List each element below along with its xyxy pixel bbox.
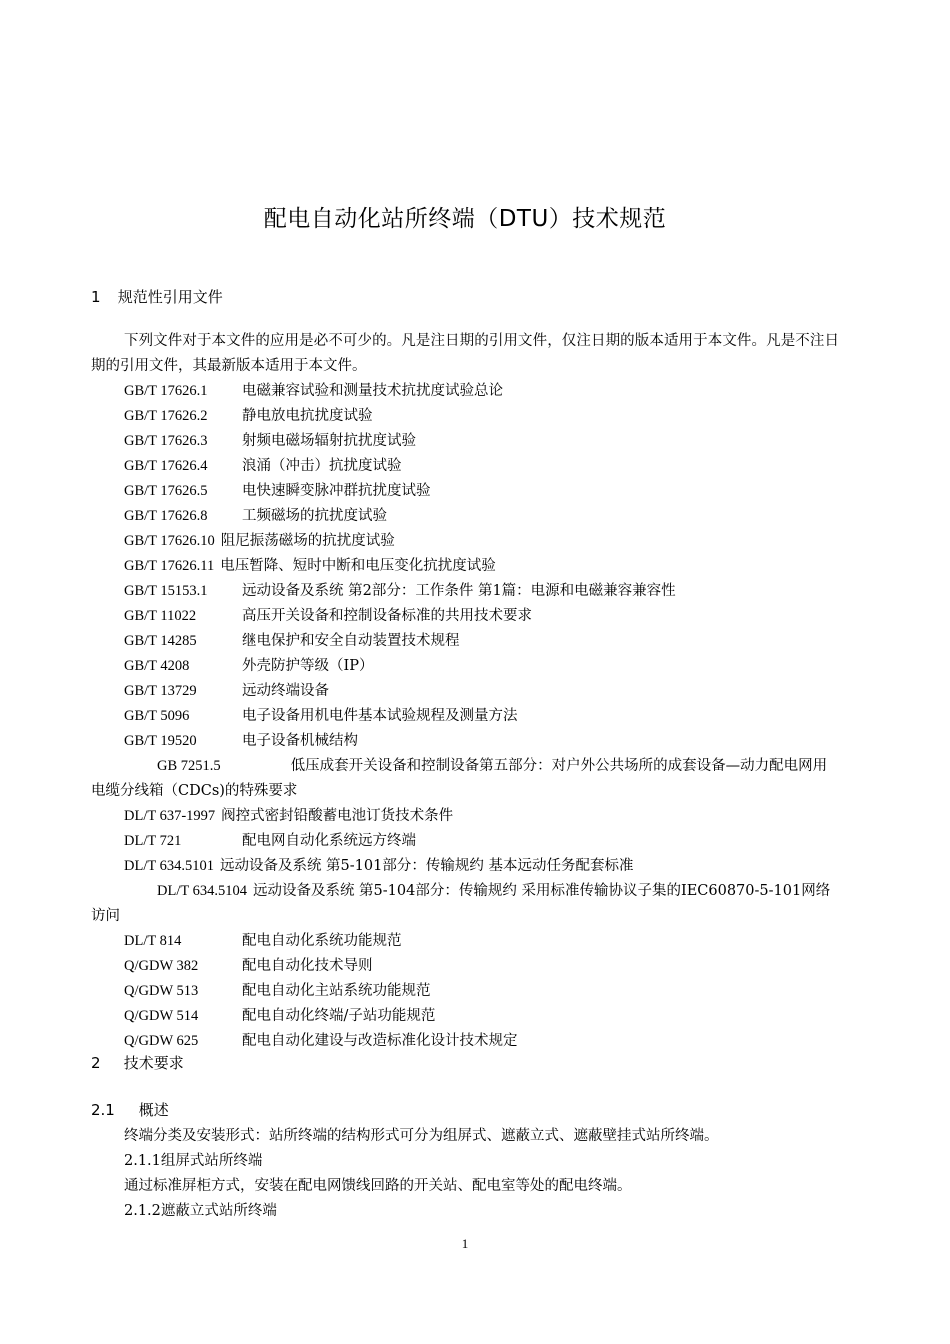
reference-title: 阀控式密封铅酸蓄电池订货技术条件 <box>221 808 454 824</box>
reference-title: 高压开关设备和控制设备标准的共用技术要求 <box>242 608 532 624</box>
reference-title: 工频磁场的抗扰度试验 <box>242 508 387 524</box>
reference-item <box>91 754 839 804</box>
reference-item <box>91 829 851 854</box>
reference-item <box>91 429 851 454</box>
reference-title: 电压暂降、短时中断和电压变化抗扰度试验 <box>220 558 496 574</box>
reference-item <box>91 379 851 404</box>
reference-item <box>91 1004 851 1029</box>
reference-item <box>91 404 851 429</box>
reference-code: GB/T 17626.4 <box>124 458 208 474</box>
reference-item <box>91 654 851 679</box>
section-2-1-number: 2.1 <box>91 1101 115 1119</box>
reference-item <box>91 854 851 879</box>
section-1-number: 1 <box>91 288 101 306</box>
reference-item <box>91 954 851 979</box>
reference-item <box>91 454 851 479</box>
section-2-title: 技术要求 <box>123 1054 184 1072</box>
reference-code: DL/T 637-1997 <box>124 808 216 824</box>
reference-title: 外壳防护等级（IP） <box>242 658 374 674</box>
reference-title: 浪涌（冲击）抗扰度试验 <box>242 458 402 474</box>
reference-title: 电快速瞬变脉冲群抗扰度试验 <box>242 483 431 499</box>
reference-title: 配电自动化主站系统功能规范 <box>242 983 431 999</box>
section-1-heading <box>91 286 223 307</box>
reference-item <box>91 579 851 604</box>
reference-title: 配电自动化终端/子站功能规范 <box>242 1008 436 1024</box>
reference-code: GB/T 17626.10 <box>124 533 215 549</box>
section-2-1-1-heading: 2.1.1组屏式站所终端 <box>124 1153 263 1169</box>
reference-code: DL/T 634.5104 <box>157 883 247 899</box>
reference-title: 射频电磁场辐射抗扰度试验 <box>242 433 416 449</box>
page-number: 1 <box>461 1236 469 1251</box>
reference-item <box>91 504 851 529</box>
reference-title: 阻尼振荡磁场的抗扰度试验 <box>220 533 395 549</box>
reference-code: GB/T 5096 <box>124 708 190 724</box>
reference-code: GB/T 17626.5 <box>124 483 208 499</box>
reference-item <box>91 679 851 704</box>
reference-item <box>91 529 851 554</box>
reference-code: GB 7251.5 <box>157 758 221 774</box>
section-2-number: 2 <box>91 1054 101 1072</box>
section-2-heading <box>91 1052 184 1073</box>
reference-list <box>91 379 851 1054</box>
reference-code: GB/T 17626.8 <box>124 508 208 524</box>
reference-title: 远动设备及系统 第5-104部分：传输规约 采用标准传输协议子集的IEC60870-5-101网络访问 <box>91 883 831 924</box>
reference-item <box>91 929 851 954</box>
reference-code: Q/GDW 513 <box>124 983 199 999</box>
reference-title: 配电自动化建设与改造标准化设计技术规定 <box>242 1033 518 1049</box>
section-1-intro: 下列文件对于本文件的应用是必不可少的。凡是注日期的引用文件，仅注日期的版本适用于本文件。凡是不注日期的引用文件，其最新版本适用于本文件。 <box>91 333 839 374</box>
reference-item <box>91 1029 851 1054</box>
reference-item <box>91 804 851 829</box>
section-2-1-1-text: 通过标准屏柜方式，安装在配电网馈线回路的开关站、配电室等处的配电终端。 <box>124 1178 632 1194</box>
reference-title: 远动终端设备 <box>242 683 329 699</box>
reference-item <box>91 554 851 579</box>
reference-item <box>91 879 839 929</box>
reference-code: DL/T 634.5101 <box>124 858 214 874</box>
reference-code: DL/T 814 <box>124 933 182 949</box>
reference-item <box>91 604 851 629</box>
reference-code: Q/GDW 382 <box>124 958 199 974</box>
reference-item <box>91 629 851 654</box>
section-2-1-heading <box>91 1099 169 1120</box>
reference-item <box>91 704 851 729</box>
reference-code: GB/T 17626.2 <box>124 408 208 424</box>
reference-title: 继电保护和安全自动装置技术规程 <box>242 633 460 649</box>
reference-code: DL/T 721 <box>124 833 182 849</box>
reference-title: 配电自动化技术导则 <box>242 958 373 974</box>
reference-title: 电子设备机械结构 <box>242 733 358 749</box>
reference-code: Q/GDW 514 <box>124 1008 199 1024</box>
reference-code: Q/GDW 625 <box>124 1033 199 1049</box>
reference-code: GB/T 17626.3 <box>124 433 208 449</box>
section-2-1-text: 终端分类及安装形式：站所终端的结构形式可分为组屏式、遮蔽立式、遮蔽壁挂式站所终端。 <box>124 1128 719 1144</box>
reference-title: 远动设备及系统 第5-101部分：传输规约 基本远动任务配套标准 <box>219 858 634 874</box>
document-title: 配电自动化站所终端（DTU）技术规范 <box>263 206 667 232</box>
reference-item <box>91 979 851 1004</box>
reference-title: 远动设备及系统 第2部分：工作条件 第1篇：电源和电磁兼容兼容性 <box>242 583 676 599</box>
reference-title: 静电放电抗扰度试验 <box>242 408 373 424</box>
reference-code: GB/T 19520 <box>124 733 197 749</box>
reference-title: 电磁兼容试验和测量技术抗扰度试验总论 <box>242 383 503 399</box>
reference-title: 电子设备用机电件基本试验规程及测量方法 <box>242 708 518 724</box>
section-1-title: 规范性引用文件 <box>117 288 223 306</box>
section-2-1-title: 概述 <box>138 1101 169 1119</box>
reference-title: 配电自动化系统功能规范 <box>242 933 402 949</box>
reference-code: GB/T 13729 <box>124 683 197 699</box>
reference-title: 配电网自动化系统远方终端 <box>242 833 416 849</box>
reference-code: GB/T 17626.11 <box>124 558 215 574</box>
reference-title: 低压成套开关设备和控制设备第五部分：对户外公共场所的成套设备—动力配电网用电缆分线箱（CDCs)的特殊要求 <box>91 758 828 799</box>
reference-item <box>91 729 851 754</box>
reference-code: GB/T 11022 <box>124 608 197 624</box>
reference-code: GB/T 17626.1 <box>124 383 208 399</box>
reference-code: GB/T 15153.1 <box>124 583 208 599</box>
reference-code: GB/T 14285 <box>124 633 197 649</box>
reference-item <box>91 479 851 504</box>
section-2-1-2-heading: 2.1.2遮蔽立式站所终端 <box>124 1203 277 1219</box>
reference-code: GB/T 4208 <box>124 658 190 674</box>
